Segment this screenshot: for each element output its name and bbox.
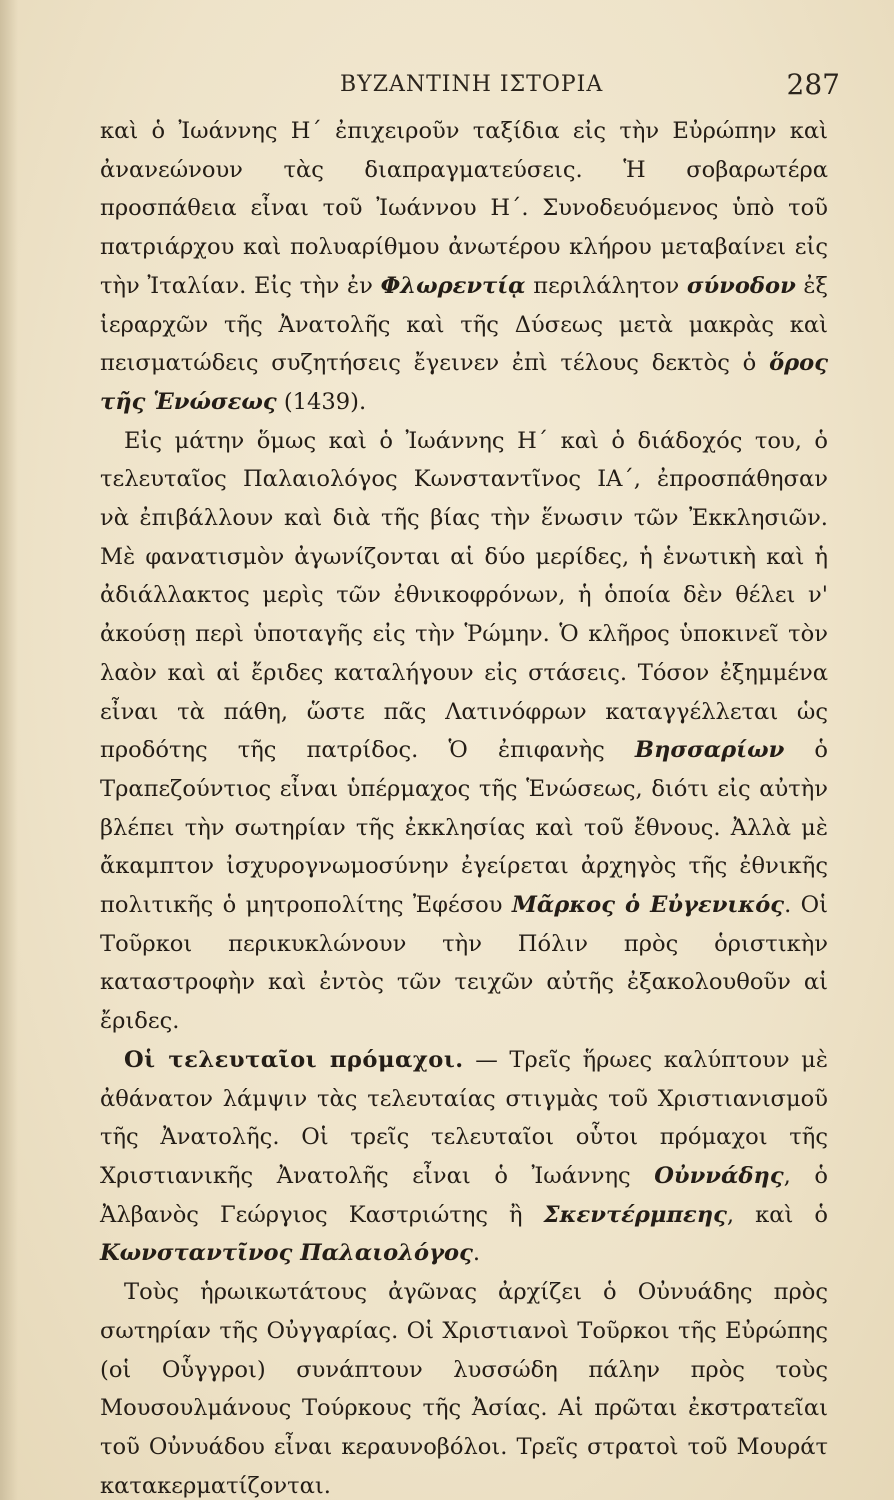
p1-emphasis-synod: σύνοδον [686, 272, 796, 299]
p1-text-2: περιλάλητον [525, 272, 687, 299]
p1-emphasis-florence: Φλωρεντίᾳ [380, 272, 526, 299]
paragraph-2 [100, 422, 828, 1041]
p1-text-3: ἐξ ἱεραρχῶν τῆς Ἀνατολῆς καὶ τῆς Δύσεως μετὰ μακρὰς καὶ πεισματώδεις συζητήσεις ἔγεινεν ἐπὶ τέλους δεκτὸς ὁ [100, 272, 828, 377]
p3-text-3: , καὶ ὁ [726, 1201, 829, 1228]
body-text [100, 112, 828, 1500]
p2-text-1: Εἰς μάτην ὅμως καὶ ὁ Ἰωάννης Η´ καὶ ὁ διάδοχός του, ὁ τελευταῖος Παλαιολόγος Κωνσταντῖνος ΙΑ´, ἐπροσπάθησαν νὰ ἐπιβάλλουν καὶ διὰ τῆς βίας τὴν ἕνωσιν τῶν Ἐκκλησιῶν. Μὲ φανατισμὸν ἀγωνίζονται αἱ δύο μερίδες, ἡ ἑνωτικὴ καὶ ἡ ἀδιάλλακτος μερὶς τῶν ἐθνικοφρόνων, ἡ ὁποία δὲν θέλει ν' ἀκούσῃ περὶ ὑποταγῆς εἰς τὴν Ῥώμην. Ὁ κλῆρος ὑποκινεῖ τὸν λαὸν καὶ αἱ ἔριδες καταλήγουν εἰς στάσεις. Τόσον ἐξημμένα εἶναι τὰ πάθη, ὥστε πᾶς Λατινόφρων καταγγέλλεται ὡς προδότης τῆς πατρίδος. Ὁ ἐπιφανὴς [100, 427, 828, 764]
p3-emphasis-konstantinos: Κωνσταντῖνος Παλαιολόγος [100, 1240, 473, 1267]
paragraph-3 [100, 1041, 828, 1273]
p2-text-3: . Οἱ Τοῦρκοι περικυκλώνουν τὴν Πόλιν πρὸς ὁριστικὴν καταστροφὴν καὶ ἐντὸς τῶν τειχῶν αὐτῆς ἐξακολουθοῦν αἱ ἔριδες. [100, 892, 828, 1035]
paragraph-4 [100, 1273, 828, 1500]
page-number: 287 [786, 68, 840, 101]
p1-text-4: (1439). [276, 388, 367, 415]
page-header [100, 64, 840, 104]
p1-text-1: καὶ ὁ Ἰωάννης Η´ ἐπιχειροῦν ταξίδια εἰς τὴν Εὐρώπην καὶ ἀνανεώνουν τὰς διαπραγματεύσεις. Ἡ σοβαρωτέρα προσπάθεια εἶναι τοῦ Ἰωάννου Η´. Συνοδευόμενος ὑπὸ τοῦ πατριάρχου καὶ πολυαρίθμου ἀνωτέρου κλήρου μεταβαίνει εἰς τὴν Ἰταλίαν. Εἰς τὴν ἐν [100, 118, 828, 299]
p3-text-1: — Τρεῖς ἥρωες καλύπτουν μὲ ἀθάνατον λάμψιν τὰς τελευταίας στιγμὰς τοῦ Χριστιανισμοῦ τῆς Ἀνατολῆς. Οἱ τρεῖς τελευταῖοι οὗτοι πρόμαχοι τῆς Χριστιανικῆς Ἀνατολῆς εἶναι ὁ Ἰωάννης [100, 1046, 828, 1189]
p2-emphasis-bessarion: Βησσαρίων [634, 737, 785, 764]
p2-text-2: ὁ Τραπεζούντιος εἶναι ὑπέρμαχος τῆς Ἑνώσεως, διότι εἰς αὐτὴν βλέπει τὴν σωτηρίαν τῆς ἐκκλησίας καὶ τοῦ ἔθνους. Ἀλλὰ μὲ ἄκαμπτον ἰσχυρογνωμοσύνην ἐγείρεται ἀρχηγὸς τῆς ἐθνικῆς πολιτικῆς ὁ μητροπολίτης Ἐφέσου [100, 737, 828, 919]
p4-text-1: Τοὺς ἡρωικωτάτους ἀγῶνας ἀρχίζει ὁ Οὐνυάδης πρὸς σωτηρίαν τῆς Οὐγγαρίας. Οἱ Χριστιανοὶ Τοῦρκοι τῆς Εὐρώπης (οἱ Οὗγγροι) συνάπτουν λυσσώδη πάλην πρὸς τοὺς Μουσουλμάνους Τούρκους τῆς Ἀσίας. Αἱ πρῶται ἐκστρατεῖαι τοῦ Οὐνυάδου εἶναι κεραυνοβόλοι. Τρεῖς στρατοὶ τοῦ Μουράτ κατακερματίζονται. [100, 1279, 828, 1499]
section-title: Οἱ τελευταῖοι πρόμαχοι. [124, 1046, 464, 1073]
p1-emphasis-union: ὅρος τῆς Ἑνώσεως [100, 350, 828, 415]
p3-text-4: . [472, 1240, 481, 1267]
paragraph-1 [100, 112, 828, 422]
p3-text-2: , ὁ Ἀλβανὸς Γεώργιος Καστριώτης ἢ [100, 1162, 828, 1228]
page-binding-shadow [0, 0, 18, 1500]
p2-emphasis-markos: Μᾶρκος ὁ Εὐγενικός [511, 892, 785, 919]
running-head: ΒΥΖΑΝΤΙΝΗ ΙΣΤΟΡΙΑ [340, 72, 604, 97]
p3-emphasis-hunyadi: Οὐννάδης [654, 1162, 784, 1189]
p3-emphasis-skanderbeg: Σκεντέρμπεης [543, 1201, 727, 1228]
